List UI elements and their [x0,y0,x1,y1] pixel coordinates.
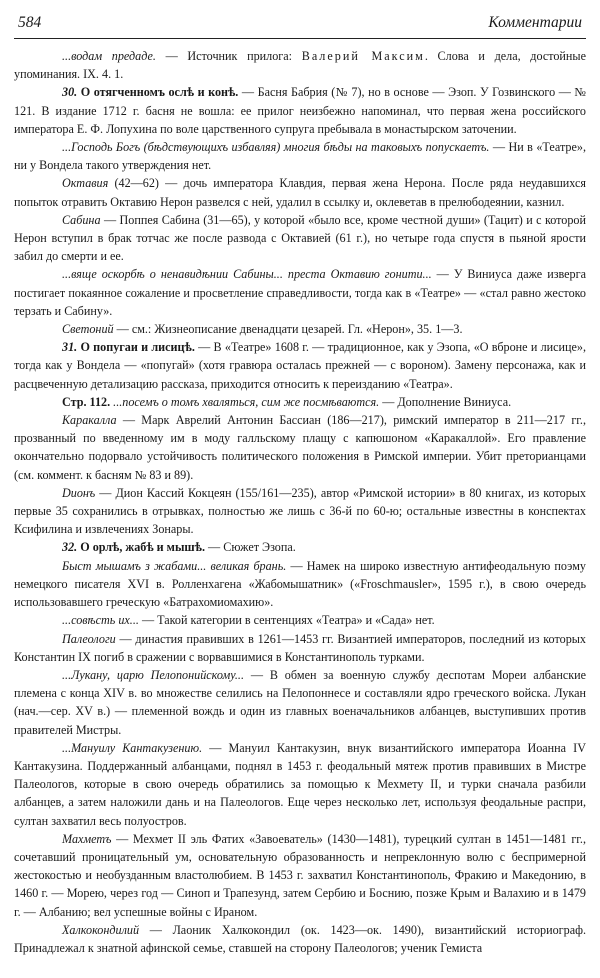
text-run: ...совѣсть их... [62,613,139,628]
text-run: Каракалла [62,413,117,428]
text-run: ...Лукану, царю Пелопонийскому... [62,667,244,682]
text-run: — Мехмет II эль Фатих «Завоеватель» (1430—1481), турецкий султан в 1451—1481 гг., сочетавший проницательный ум, основательную образованность и непреклонную волю с беспримерной жестокостью и необузданным властолюбием. В 1453 г. захватил Константинополь, Фракию и Македонию, в 1460 г. — Морею, через год — Синоп и Трапезунд, затем Сербию и Боснию, позже Крым и Валахию и в 1479 г. — Албанию; вел успешные войны с Ираном. [14,831,586,919]
text-run: — Источник прилога: [155,49,302,63]
text-run: ...Мануилу Кантакузению. [62,740,203,755]
text-run: О попугаи и лисицѣ. [77,340,195,355]
text-run: . Слова и дела, достойные упоминания. IX. 4. 1. [14,49,586,82]
commentary-paragraph-p4 [14,174,586,210]
text-run: — Поппея Сабина (31—65), у которой «было все, кроме честной души» (Тацит) и с которой Нерон вступил в брак тотчас же после развода с Октавией (61 г.), но четыре года спустя в пьяной ярости забил до смерти и ее. [14,212,586,264]
text-run: 32. [62,540,78,555]
commentary-paragraph-p15 [14,630,586,666]
commentary-paragraph-p14 [14,611,586,629]
commentary-paragraph-p19 [14,921,586,957]
text-run: Палеологи [62,631,116,646]
commentary-paragraph-p13 [14,557,586,612]
text-run: О отягченномъ ослѣ и конѣ. [77,85,239,100]
text-run: — В обмен за военную службу деспотам Мореи албанские племена с конца XIV в. во множестве селились на Пелопоннесе и составляли ядро греческого войска. Лукан (нач.—сер. XV в.) — племенной вождь и один из главных военачальников албанцев, выступивших против правителей Мистры. [14,667,586,737]
text-run: 31. [62,340,78,355]
text-run: — Сюжет Эзопа. [205,540,296,555]
text-run: ...посемъ о томъ хваляться, сим же посмѣваются. [110,394,380,409]
text-run: Светоний [62,322,114,337]
text-run: ...водам предаде. [62,49,156,63]
commentary-paragraph-p12 [14,538,586,556]
commentary-paragraph-p17 [14,739,586,830]
commentary-paragraph-p16 [14,666,586,739]
text-run: Октавия [62,176,109,191]
text-run: Халкокондилий [62,922,140,937]
running-header [14,8,586,39]
text-run: Валерий Максим [301,49,425,63]
text-run: — Лаоник Халкокондил (ок. 1423—ок. 1490), византийский историограф. Принадлежал к знатной афинской семье, ставшей на сторону Палеологов; ученик Гемиста [14,922,586,955]
commentary-paragraph-p1 [14,47,586,83]
text-run: — Намек на широко известную антифеодальную поэму немецкого писателя XVI в. Ролленхагена «Жабомышатник» («Froschmausler», 1595 г.), в свою очередь использовавшего греческую «Батрахомиомахию». [14,558,587,610]
text-run: ...Господь Богъ (бѣдствующихъ избавляя) многия бѣды на таковыхъ попускаетъ. [62,140,490,155]
text-run: Быст мышамъ з жабами... великая брань. [62,558,287,573]
commentary-text [14,47,586,957]
commentary-paragraph-p3 [14,138,586,174]
commentary-paragraph-p5 [14,211,586,266]
commentary-paragraph-p9 [14,393,586,411]
text-run: — У Виниуса даже изверга постигает покаянное сожаление и просветление справедливости, тогда как в «Театре» — «стал равно жестоко терзать и Сабину». [14,267,586,318]
text-run: Махметъ [62,831,112,846]
commentary-paragraph-p11 [14,484,586,539]
commentary-paragraph-p8 [14,338,586,393]
text-run: — Такой категории в сентенциях «Театра» и «Сада» нет. [138,613,435,628]
text-run: О орлѣ, жабѣ и мышѣ. [77,540,206,555]
commentary-paragraph-p6 [14,265,586,320]
text-run: — Дион Кассий Кокцеян (155/161—235), автор «Римской истории» в 80 книгах, из которых первые 35 сохранились в отрывках, полностью же лишь с 36-й по 60-ю; остальные известны в конспектах Ксифилина и извлечениях Зонары. [14,485,586,537]
commentary-paragraph-p7 [14,320,586,338]
text-run: ...вяще оскорбѣ о ненавидѣнии Сабины... преста Октавию гонити... [62,267,432,282]
running-title: Комментарии [488,14,582,31]
text-run: — Марк Аврелий Антонин Бассиан (186—217), римский император в 211—217 гг., прозванный по введенному им в моду галльскому плащу с капюшоном «Каракаллой». Его правление окончательно подорвало устойчивость политического положения в Римской империи. Убит преторианцами (см. коммент. к басням № 83 и 89). [14,413,586,482]
text-run: — Мануил Кантакузин, внук византийского императора Иоанна IV Кантакузина. Поддержанный албанцами, поднял в 1453 г. феодальный мятеж против правивших в Мистре Палеологов, которые в свою очередь обратились за помощью к Мехмету II, и турки сначала разбили албанцев, а затем наложили дань и на Палеологов. Еще через несколько лет, используя феодальные распри, султан захватил весь полуостров. [14,740,586,828]
text-run: Dионъ [62,485,96,500]
text-run: Сабина [62,212,101,227]
commentary-paragraph-p10 [14,411,586,484]
text-run: — Ни в «Театре», ни у Вондела такого утверждения нет. [14,140,586,173]
commentary-paragraph-p18 [14,830,586,921]
commentary-paragraph-p2 [14,83,586,138]
text-run: — Басня Бабрия (№ 7), но в основе — Эзоп. У Гозвинского — № 121. В издание 1712 г. басня не вошла: ее прилог неизбежно напоминал, что первая жена российского императора Е. Ф. Лопухина по воле царственного супруга пребывала в монастырском заточении. [14,85,586,136]
text-run: — династия правивших в 1261—1453 гг. Византией императоров, последний из которых Константин IX погиб в сражении с ворвавшимися в Константинополь турками. [14,631,586,664]
text-run: Стр. 112. [62,394,111,409]
text-run: — Дополнение Виниуса. [379,394,512,409]
page-number: 584 [18,14,42,31]
text-run: — В «Театре» 1608 г. — традиционное, как у Эзопа, «О вброне и лисице», тогда как у Вондела — «попугай» (хотя гравюра осталась прежней — с вороном). Замену персонажа, как и расцвеченную детализацию рассказа, приходится относить к переизданию «Театра». [14,340,586,391]
text-run: — см.: Жизнеописание двенадцати цезарей. Гл. «Нерон», 35. 1—3. [113,322,463,337]
text-run: (42—62) — дочь императора Клавдия, первая жена Нерона. После ряда неудавшихся попыток отравить Октавию Нерон развелся с ней, удалил в ссылку и, оклеветав в прелюбодеянии, казнил. [14,176,586,209]
text-run: 30. [62,85,78,100]
